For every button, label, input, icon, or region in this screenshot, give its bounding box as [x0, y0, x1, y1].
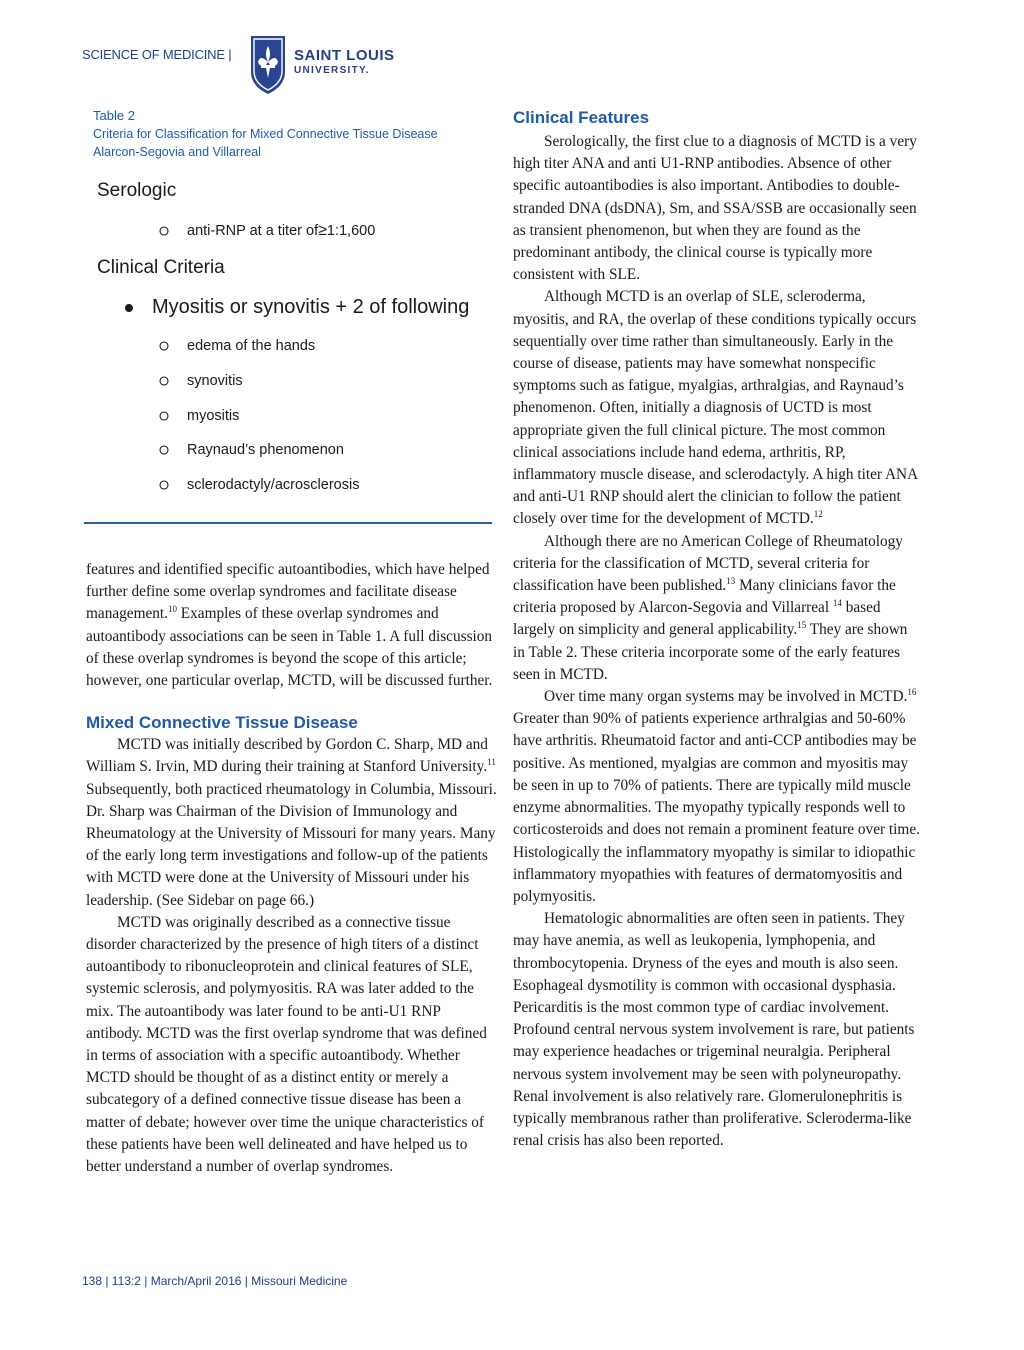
- hollow-bullet-icon: [158, 340, 170, 352]
- citation: 11: [487, 757, 496, 768]
- clinical-item: Raynaud’s phenomenon: [158, 442, 344, 458]
- table-caption-line: Criteria for Classification for Mixed Connective Tissue Disease: [93, 127, 438, 141]
- paragraph: Over time many organ systems may be involved in MCTD.$^{16}$ Greater than 90% of patients experience arthralgias and 50-60% have arthritis. Rheumatoid factor and anti-CCP antibodies may be positive. As mentioned, myalgias are common and myositis may be seen in up to 70% of patients. There are typically mild muscle enzyme abnormalities. The myopathy typically responds well to corticosteroids and does not remain a prominent feature over time. Histologically the inflammatory myopathy is similar to idiopathic inflammatory myopathies with features of dermatomyositis and polymyositis.: [513, 687, 920, 905]
- hollow-bullet-icon: [158, 479, 170, 491]
- hollow-bullet-icon: [158, 410, 170, 422]
- citation: 13: [726, 576, 736, 587]
- table-2-caption: [93, 107, 493, 161]
- filled-bullet-icon: [125, 304, 133, 312]
- right-column: [513, 131, 923, 1152]
- table-label: Table 2: [93, 108, 135, 123]
- section-heading-mctd: Mixed Connective Tissue Disease: [86, 713, 358, 733]
- hollow-bullet-icon: [158, 375, 170, 387]
- paragraph: Serologically, the first clue to a diagnosis of MCTD is a very high titer ANA and anti U1-RNP antibodies. Absence of other specific autoantibodies is also important. Antibodies to double-stranded DNA (dsDNA), Sm, and SSA/SSB are occasionally seen as transient phenomenon, but when they are found as the predominant antibody, the clinical course is typically more consistent with SLE.: [513, 133, 917, 284]
- clinical-item: edema of the hands: [158, 338, 315, 354]
- table-caption-line: Alarcon-Segovia and Villarreal: [93, 145, 261, 159]
- fleur-de-lis-shield-icon: [247, 32, 289, 96]
- journal-section-label: SCIENCE OF MEDICINE |: [82, 47, 232, 62]
- clinical-item: myositis: [158, 408, 239, 424]
- page-footer: 138 | 113:2 | March/April 2016 | Missouri Medicine: [82, 1274, 348, 1288]
- left-column: [86, 559, 498, 1178]
- citation: 16: [907, 687, 917, 698]
- paragraph: Hematologic abnormalities are often seen in patients. They may have anemia, as well as leukopenia, lymphopenia, and thrombocytopenia. Dryness of the eyes and mouth is also seen. Esophageal dysmotility is common with occasional dysphasia. Pericarditis is the most common type of cardiac involvement. Profound central nervous system involvement is rare, but patients may experience headaches or trigeminal neuralgia. Peripheral nervous system involvement may be seen with polyneuropathy. Renal involvement is also relatively rare. Glomerulonephritis is typically membranous rather than proliferative. Scleroderma-like renal crisis has also been reported.: [513, 910, 915, 1150]
- citation: 15: [797, 620, 807, 631]
- section-heading-clinical-features: Clinical Features: [513, 108, 650, 127]
- greater-equal-symbol: ≥: [318, 222, 327, 239]
- paragraph: Although there are no American College of Rheumatology criteria for the classification of MCTD, several criteria for classification have been published.$^{13}$ Many clinicians favor the criteria proposed by Alarcon-Segovia and Villarreal $^{14}$ based largely on simplicity and general applicability.$^{15}$ They are shown in Table 2. These criteria incorporate some of the early features seen in MCTD.: [513, 532, 908, 683]
- citation: 10: [167, 604, 177, 615]
- paragraph: Although MCTD is an overlap of SLE, scleroderma, myositis, and RA, the overlap of these conditions typically occurs sequentially over time rather than simultaneously. Early in the course of disease, patients may have somewhat nonspecific symptoms such as fatigue, myalgias, arthralgias, and Raynaud’s phenomenon. Often, initially a diagnosis of UCTD is most appropriate given the full clinical picture. The most common clinical associations include hand edema, arthritis, RP, inflammatory muscle disease, and sclerodactyly. A high titer ANA and anti-U1 RNP should alert the clinician to follow the patient closely over time for the development of MCTD.$^{12}$: [513, 288, 918, 528]
- hollow-bullet-icon: [158, 225, 170, 237]
- serologic-item: anti-RNP at a titer of ≥ 1:1,600: [158, 222, 375, 240]
- clinical-item: sclerodactyly/acrosclerosis: [158, 477, 359, 493]
- paragraph: MCTD was initially described by Gordon C. Sharp, MD and William S. Irvin, MD during their training at Stanford University.$^{11}$ Subsequently, both practiced rheumatology in Columbia, Missouri. Dr. Sharp was Chairman of the Division of Immunology and Rheumatology at the University of Missouri for many years. Many of the early long term investigations and follow-up of the patients with MCTD were done at the University of Missouri under his leadership. (See Sidebar on page 66.): [86, 736, 497, 909]
- clinical-criteria-heading: Clinical Criteria: [97, 257, 225, 278]
- clinical-item: synovitis: [158, 373, 243, 389]
- citation: 14: [832, 598, 842, 609]
- citation: 12: [813, 509, 823, 520]
- university-wordmark: SAINT LOUIS UNIVERSITY.: [294, 47, 395, 76]
- table-bottom-rule: [84, 522, 492, 524]
- serologic-heading: Serologic: [97, 180, 177, 201]
- hollow-bullet-icon: [158, 444, 170, 456]
- clinical-main-criterion: Myositis or synovitis + 2 of following: [125, 296, 469, 319]
- paragraph: features and identified specific autoantibodies, which have helped further define some overlap syndromes and facilitate disease management.$^{10}$ Examples of these overlap syndromes and autoantibody associations can be seen in Table 1. A full discussion of these overlap syndromes is beyond the scope of this article; however, one particular overlap, MCTD, will be discussed further.: [86, 561, 493, 690]
- paragraph: MCTD was originally described as a connective tissue disorder characterized by the presence of high titers of a distinct autoantibody to ribonucleoprotein and clinical features of SLE, systemic sclerosis, and polymyositis. RA was later added to the mix. The autoantibody was later found to be anti-U1 RNP antibody. MCTD was the first overlap syndrome that was defined in terms of association with a specific autoantibody. Whether MCTD should be thought of as a distinct entity or merely a subcategory of a defined connective tissue disease has been a matter of debate; however over time the unique characteristics of these patients have been well delineated and have helped us to better understand a number of overlap syndromes.: [86, 913, 487, 1176]
- page-header: [82, 30, 482, 100]
